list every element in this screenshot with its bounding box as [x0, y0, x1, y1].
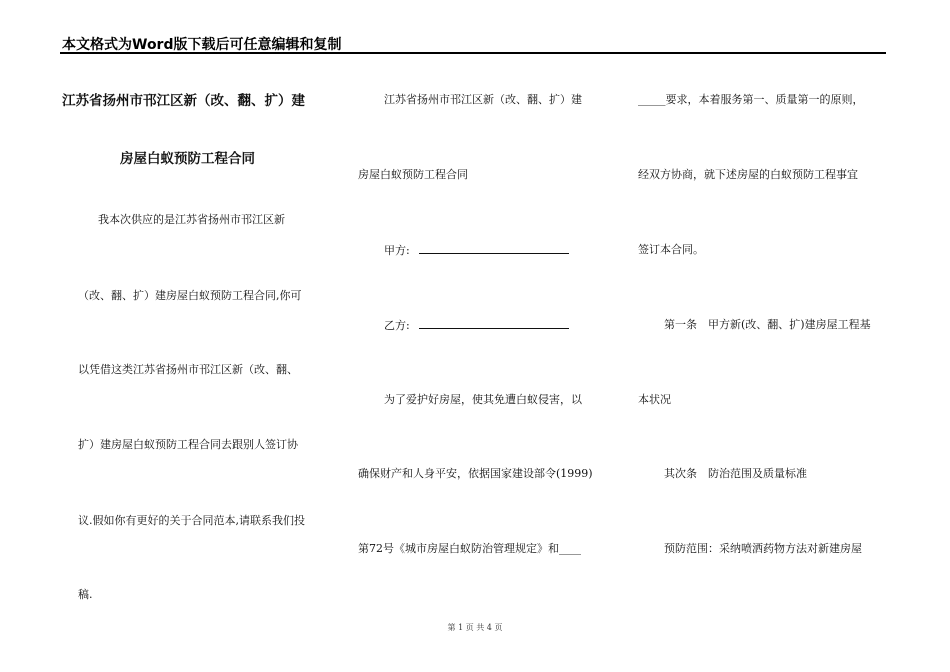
intro-line: 稿. [78, 588, 93, 601]
party-a-label: 甲方: [384, 244, 410, 257]
col2-title-line2: 房屋白蚁预防工程合同 [358, 168, 468, 181]
col3-body-line: _____要求，本着服务第一、质量第一的原则， [638, 93, 864, 106]
page-indicator: 第 1 页 共 4 页 [447, 623, 503, 632]
party-b-label: 乙方: [384, 319, 410, 332]
header-divider [60, 52, 886, 54]
document-banner: 本文格式为Word版下载后可任意编辑和复制 [62, 37, 342, 53]
col2-body-line: 确保财产和人身平安，依据国家建设部令(1999) [358, 467, 593, 480]
party-a-blank [419, 243, 569, 254]
party-b-row [384, 318, 569, 333]
col2-title-line1: 江苏省扬州市邗江区新（改、翻、扩）建 [384, 93, 582, 106]
col3-body-line: 本状况 [638, 393, 671, 406]
article-two-heading: 其次条 防治范围及质量标准 [664, 467, 807, 480]
party-a-row [384, 243, 569, 258]
intro-line: 我本次供应的是江苏省扬州市邗江区新 [98, 213, 285, 226]
contract-title-line2: 房屋白蚁预防工程合同 [120, 151, 255, 167]
col2-body-line: 为了爱护好房屋，使其免遭白蚁侵害，以 [384, 393, 582, 406]
col3-body-line: 预防范围：采纳喷洒药物方法对新建房屋 [664, 542, 862, 555]
col3-body-line: 经双方协商，就下述房屋的白蚁预防工程事宜 [638, 168, 858, 181]
intro-line: 以凭借这类江苏省扬州市邗江区新（改、翻、 [78, 363, 298, 376]
col2-body-line: 第72号《城市房屋白蚁防治管理规定》和____ [358, 542, 581, 555]
col3-body-line: 签订本合同。 [638, 243, 704, 256]
article-one-heading: 第一条 甲方新(改、翻、扩)建房屋工程基 [664, 318, 871, 331]
intro-line: 扩）建房屋白蚁预防工程合同去跟别人签订协 [78, 438, 298, 451]
intro-line: （改、翻、扩）建房屋白蚁预防工程合同,你可 [78, 289, 302, 302]
intro-line: 议.假如你有更好的关于合同范本,请联系我们投 [78, 514, 305, 527]
contract-title-line1: 江苏省扬州市邗江区新（改、翻、扩）建 [62, 93, 305, 109]
party-b-blank [419, 318, 569, 329]
